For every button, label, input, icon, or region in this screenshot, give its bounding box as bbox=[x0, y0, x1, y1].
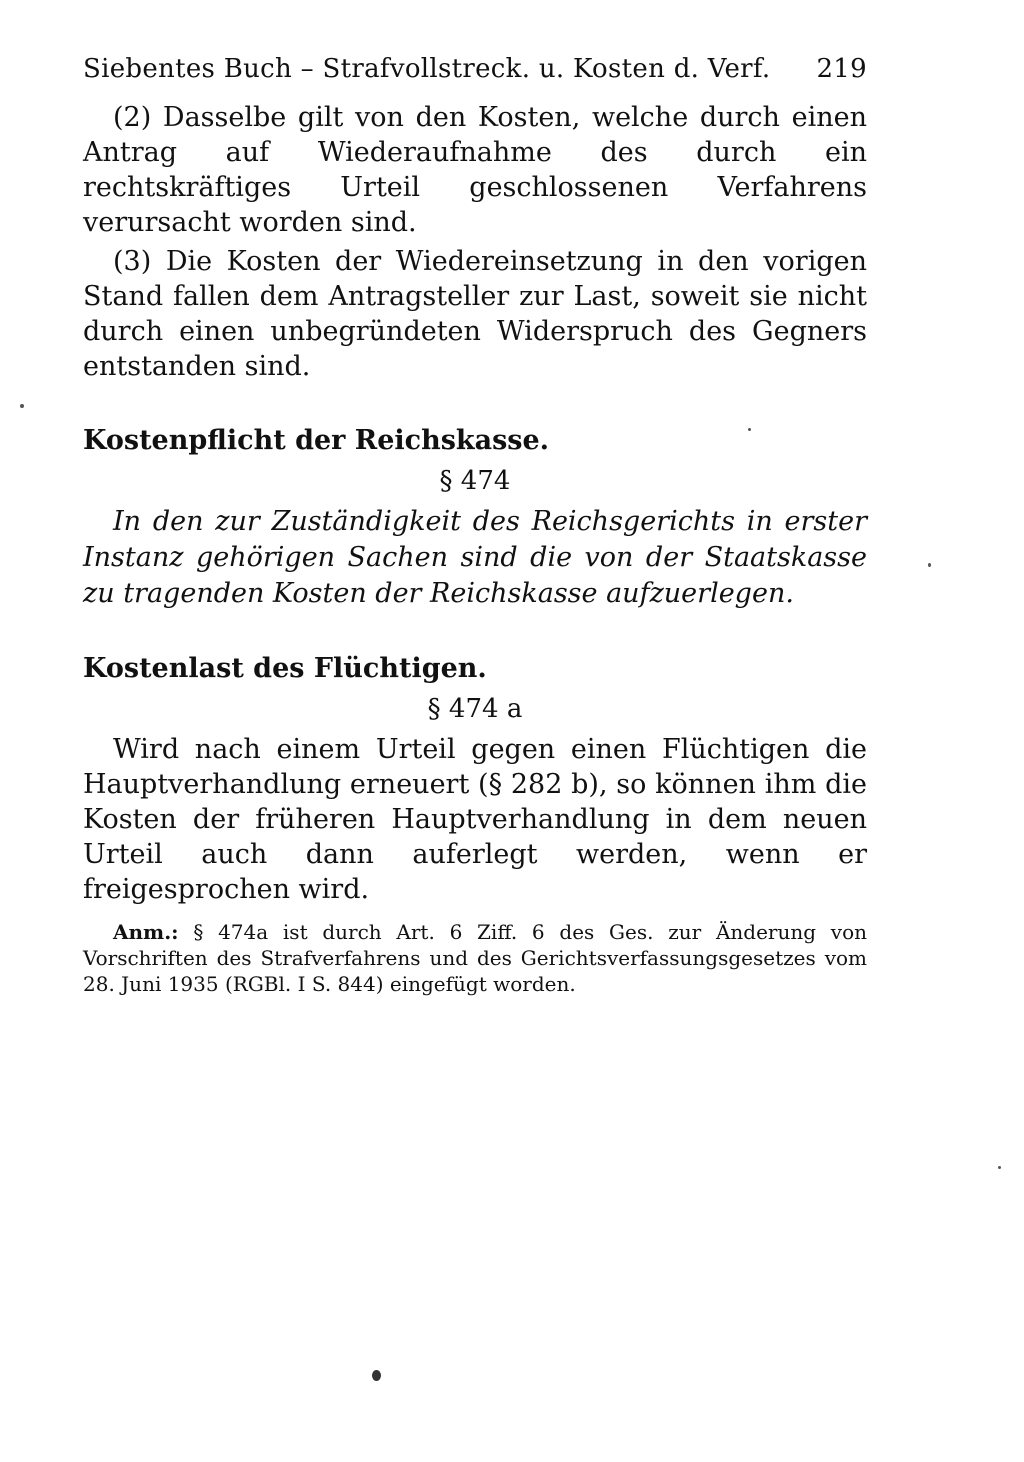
book-page bbox=[83, 52, 867, 997]
annotation-note bbox=[83, 919, 867, 997]
scan-speck bbox=[928, 563, 931, 567]
scan-speck bbox=[20, 404, 24, 408]
section-474a-number: § 474 a bbox=[427, 694, 523, 724]
running-title: Siebentes Buch – Strafvollstreck. u. Kosten d. Verf. bbox=[83, 54, 771, 84]
section-474-heading: Kostenpflicht der Reichskasse. bbox=[83, 425, 550, 456]
scan-speck bbox=[748, 428, 751, 431]
running-header bbox=[83, 52, 867, 86]
section-474a-heading: Kostenlast des Flüchtigen. bbox=[83, 653, 487, 684]
annotation-label: Anm.: bbox=[113, 920, 179, 944]
section-474-number: § 474 bbox=[439, 466, 511, 496]
paragraph-3: (3) Die Kosten der Wiedereinsetzung in den vorigen Stand fallen dem Antragsteller zur Last, soweit sie nicht durch einen unbegründeten Widerspruch des Gegners entstanden sind. bbox=[83, 246, 867, 382]
annotation-text: § 474a ist durch Art. 6 Ziff. 6 des Ges. zur Änderung von Vorschriften des Strafverfahrens und des Gerichtsverfassungsgesetzes vom 28. Juni 1935 (RGBl. I S. 844) eingefügt worden. bbox=[83, 920, 867, 996]
page-number: 219 bbox=[816, 54, 867, 84]
paragraph-2: (2) Dasselbe gilt von den Kosten, welche durch einen Antrag auf Wiederaufnahme des durch ein rechtskräftiges Urteil geschlossenen Verfahrens verursacht worden sind. bbox=[83, 102, 867, 238]
scan-speck bbox=[372, 1370, 381, 1381]
section-474a-text: Wird nach einem Urteil gegen einen Flüchtigen die Hauptverhandlung erneuert (§ 282 b), so können ihm die Kosten der früheren Hauptverhandlung in dem neuen Urteil auch dann auferlegt werden, wenn er freigesprochen wird. bbox=[83, 734, 867, 905]
section-474-text: In den zur Zuständigkeit des Reichsgerichts in erster Instanz gehörigen Sachen sind die von der Staatskasse zu tragenden Kosten der Reichskasse aufzuerlegen. bbox=[83, 506, 867, 609]
scan-speck bbox=[998, 1166, 1001, 1169]
